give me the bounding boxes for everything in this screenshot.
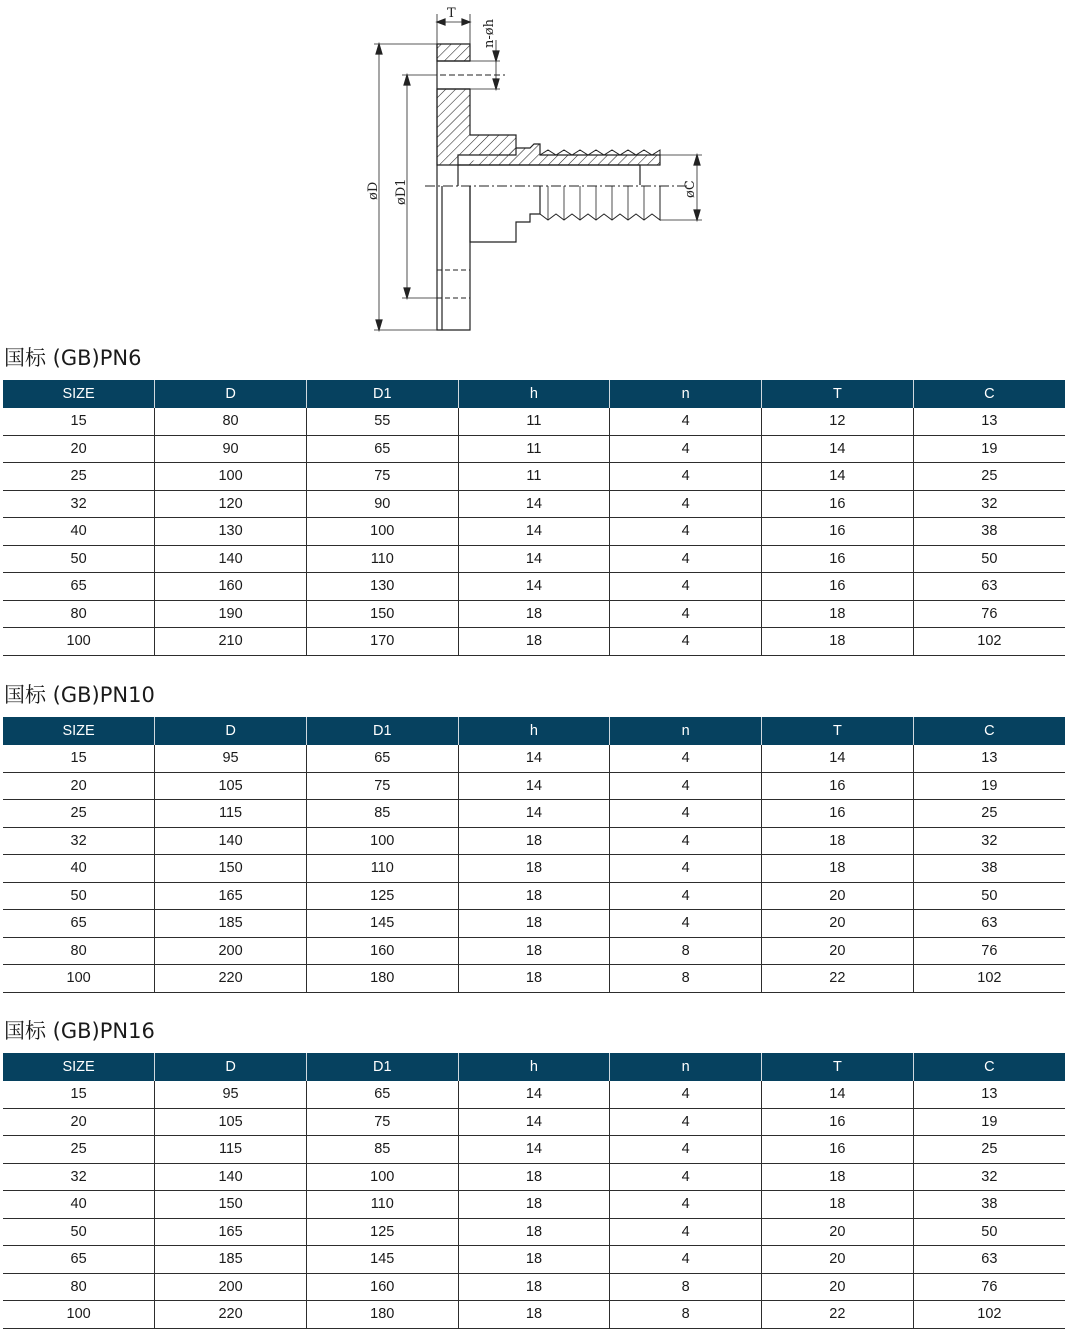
table-cell-h: 11 bbox=[458, 435, 610, 463]
table-cell-t: 18 bbox=[762, 628, 914, 656]
table-cell-d: 105 bbox=[155, 772, 307, 800]
table-cell-size: 32 bbox=[3, 827, 155, 855]
table-cell-d1: 180 bbox=[306, 1301, 458, 1329]
table-cell-d: 185 bbox=[155, 1246, 307, 1274]
table-row bbox=[3, 910, 1065, 938]
table-cell-c: 63 bbox=[913, 1246, 1065, 1274]
table-row bbox=[3, 1163, 1065, 1191]
table-cell-d: 80 bbox=[155, 408, 307, 435]
table-row bbox=[3, 545, 1065, 573]
table-cell-t: 20 bbox=[762, 937, 914, 965]
table-cell-t: 14 bbox=[762, 1081, 914, 1108]
table-cell-h: 14 bbox=[458, 1081, 610, 1108]
table-cell-c: 25 bbox=[913, 1136, 1065, 1164]
table-cell-d1: 170 bbox=[306, 628, 458, 656]
table-cell-n: 8 bbox=[610, 965, 762, 993]
column-header-t: T bbox=[762, 380, 914, 408]
table-cell-c: 63 bbox=[913, 573, 1065, 601]
column-header-n: n bbox=[610, 1053, 762, 1081]
column-header-h: h bbox=[458, 1053, 610, 1081]
table-cell-size: 32 bbox=[3, 490, 155, 518]
table-cell-d: 200 bbox=[155, 1273, 307, 1301]
table-cell-size: 20 bbox=[3, 772, 155, 800]
table-cell-h: 18 bbox=[458, 937, 610, 965]
table-cell-t: 16 bbox=[762, 573, 914, 601]
table-cell-t: 16 bbox=[762, 1136, 914, 1164]
column-header-c: C bbox=[913, 380, 1065, 408]
table-cell-c: 25 bbox=[913, 463, 1065, 491]
table-cell-t: 14 bbox=[762, 435, 914, 463]
dim-label-c: øC bbox=[683, 180, 698, 198]
column-header-c: C bbox=[913, 1053, 1065, 1081]
table-cell-c: 25 bbox=[913, 800, 1065, 828]
table-row bbox=[3, 1218, 1065, 1246]
table-cell-size: 80 bbox=[3, 600, 155, 628]
table-cell-size: 40 bbox=[3, 518, 155, 546]
table-cell-d: 120 bbox=[155, 490, 307, 518]
table-row bbox=[3, 882, 1065, 910]
table-cell-t: 14 bbox=[762, 745, 914, 772]
table-cell-size: 15 bbox=[3, 745, 155, 772]
table-row bbox=[3, 1108, 1065, 1136]
table-cell-c: 63 bbox=[913, 910, 1065, 938]
table-cell-t: 20 bbox=[762, 1218, 914, 1246]
column-header-d: D bbox=[155, 380, 307, 408]
table-cell-c: 102 bbox=[913, 1301, 1065, 1329]
table-cell-d: 90 bbox=[155, 435, 307, 463]
table-cell-d: 100 bbox=[155, 463, 307, 491]
flange-hose-tail-drawing bbox=[360, 0, 720, 336]
table-cell-h: 18 bbox=[458, 910, 610, 938]
table-cell-d1: 125 bbox=[306, 1218, 458, 1246]
spec-table-pn6 bbox=[3, 380, 1065, 656]
table-cell-h: 18 bbox=[458, 1301, 610, 1329]
table-cell-d1: 150 bbox=[306, 600, 458, 628]
table-cell-h: 14 bbox=[458, 1108, 610, 1136]
table-cell-size: 80 bbox=[3, 937, 155, 965]
table-cell-d: 115 bbox=[155, 800, 307, 828]
table-cell-d: 150 bbox=[155, 855, 307, 883]
table-cell-t: 16 bbox=[762, 490, 914, 518]
table-row bbox=[3, 518, 1065, 546]
table-cell-size: 25 bbox=[3, 463, 155, 491]
table-row bbox=[3, 965, 1065, 993]
table-cell-h: 14 bbox=[458, 772, 610, 800]
table-row bbox=[3, 937, 1065, 965]
table-cell-d: 165 bbox=[155, 882, 307, 910]
table-cell-c: 38 bbox=[913, 855, 1065, 883]
table-cell-d1: 85 bbox=[306, 800, 458, 828]
table-cell-c: 19 bbox=[913, 1108, 1065, 1136]
table-cell-size: 50 bbox=[3, 1218, 155, 1246]
column-header-size: SIZE bbox=[3, 1053, 155, 1081]
table-row bbox=[3, 435, 1065, 463]
table-cell-h: 18 bbox=[458, 1163, 610, 1191]
table-cell-h: 18 bbox=[458, 965, 610, 993]
table-cell-t: 16 bbox=[762, 772, 914, 800]
table-row bbox=[3, 490, 1065, 518]
table-row bbox=[3, 463, 1065, 491]
table-cell-d1: 100 bbox=[306, 1163, 458, 1191]
column-header-size: SIZE bbox=[3, 717, 155, 745]
table-cell-n: 4 bbox=[610, 1163, 762, 1191]
table-cell-c: 19 bbox=[913, 772, 1065, 800]
table-row bbox=[3, 1273, 1065, 1301]
table-cell-d1: 75 bbox=[306, 1108, 458, 1136]
table-cell-d1: 75 bbox=[306, 772, 458, 800]
table-cell-d: 190 bbox=[155, 600, 307, 628]
table-header-row bbox=[3, 380, 1065, 408]
table-cell-size: 15 bbox=[3, 408, 155, 435]
table-row bbox=[3, 408, 1065, 435]
table-cell-d: 210 bbox=[155, 628, 307, 656]
table-cell-d: 160 bbox=[155, 573, 307, 601]
table-cell-size: 65 bbox=[3, 1246, 155, 1274]
table-cell-c: 50 bbox=[913, 882, 1065, 910]
table-cell-h: 18 bbox=[458, 1218, 610, 1246]
table-cell-n: 4 bbox=[610, 745, 762, 772]
table-cell-size: 100 bbox=[3, 965, 155, 993]
table-cell-c: 38 bbox=[913, 1191, 1065, 1219]
table-cell-size: 25 bbox=[3, 800, 155, 828]
table-cell-size: 40 bbox=[3, 855, 155, 883]
table-cell-d1: 90 bbox=[306, 490, 458, 518]
table-cell-h: 18 bbox=[458, 1191, 610, 1219]
table-cell-size: 20 bbox=[3, 435, 155, 463]
table-cell-size: 50 bbox=[3, 545, 155, 573]
table-cell-n: 8 bbox=[610, 937, 762, 965]
table-cell-t: 18 bbox=[762, 855, 914, 883]
table-cell-t: 18 bbox=[762, 827, 914, 855]
table-row bbox=[3, 855, 1065, 883]
table-cell-d: 165 bbox=[155, 1218, 307, 1246]
column-header-d1: D1 bbox=[306, 380, 458, 408]
table-cell-d: 95 bbox=[155, 1081, 307, 1108]
table-cell-size: 15 bbox=[3, 1081, 155, 1108]
table-cell-d: 130 bbox=[155, 518, 307, 546]
table-cell-t: 12 bbox=[762, 408, 914, 435]
table-cell-c: 13 bbox=[913, 1081, 1065, 1108]
table-header-row bbox=[3, 717, 1065, 745]
table-cell-d1: 160 bbox=[306, 1273, 458, 1301]
table-cell-size: 65 bbox=[3, 573, 155, 601]
table-cell-size: 65 bbox=[3, 910, 155, 938]
table-cell-n: 4 bbox=[610, 882, 762, 910]
table-cell-c: 32 bbox=[913, 1163, 1065, 1191]
table-cell-n: 4 bbox=[610, 435, 762, 463]
table-cell-d1: 100 bbox=[306, 518, 458, 546]
table-cell-size: 80 bbox=[3, 1273, 155, 1301]
table-cell-size: 50 bbox=[3, 882, 155, 910]
table-cell-t: 16 bbox=[762, 518, 914, 546]
table-cell-h: 18 bbox=[458, 882, 610, 910]
table-cell-d: 140 bbox=[155, 827, 307, 855]
column-header-c: C bbox=[913, 717, 1065, 745]
table-cell-h: 14 bbox=[458, 1136, 610, 1164]
table-row bbox=[3, 1081, 1065, 1108]
table-cell-h: 18 bbox=[458, 1273, 610, 1301]
table-cell-c: 76 bbox=[913, 937, 1065, 965]
table-cell-d1: 145 bbox=[306, 1246, 458, 1274]
column-header-n: n bbox=[610, 717, 762, 745]
table-row bbox=[3, 772, 1065, 800]
table-cell-n: 4 bbox=[610, 1081, 762, 1108]
table-cell-d1: 180 bbox=[306, 965, 458, 993]
table-row bbox=[3, 600, 1065, 628]
table-cell-size: 100 bbox=[3, 628, 155, 656]
spec-table-pn16 bbox=[3, 1053, 1065, 1329]
table-cell-d: 220 bbox=[155, 965, 307, 993]
table-cell-h: 14 bbox=[458, 518, 610, 546]
column-header-d1: D1 bbox=[306, 717, 458, 745]
table-cell-h: 18 bbox=[458, 600, 610, 628]
table-cell-n: 4 bbox=[610, 1218, 762, 1246]
dim-label-nh: n-øh bbox=[482, 19, 497, 48]
table-cell-c: 32 bbox=[913, 827, 1065, 855]
column-header-size: SIZE bbox=[3, 380, 155, 408]
dim-label-d: øD bbox=[366, 181, 381, 200]
table-cell-h: 14 bbox=[458, 545, 610, 573]
table-cell-n: 4 bbox=[610, 800, 762, 828]
table-row bbox=[3, 1191, 1065, 1219]
table-cell-h: 18 bbox=[458, 1246, 610, 1274]
table-cell-n: 4 bbox=[610, 1246, 762, 1274]
table-row bbox=[3, 628, 1065, 656]
table-row bbox=[3, 1136, 1065, 1164]
table-cell-c: 76 bbox=[913, 600, 1065, 628]
table-cell-d1: 110 bbox=[306, 545, 458, 573]
table-cell-size: 100 bbox=[3, 1301, 155, 1329]
table-cell-d1: 145 bbox=[306, 910, 458, 938]
table-cell-t: 18 bbox=[762, 600, 914, 628]
table-cell-c: 38 bbox=[913, 518, 1065, 546]
table-cell-size: 25 bbox=[3, 1136, 155, 1164]
table-cell-d1: 75 bbox=[306, 463, 458, 491]
table-cell-d1: 55 bbox=[306, 408, 458, 435]
spec-table-pn10 bbox=[3, 717, 1065, 993]
table-cell-h: 11 bbox=[458, 408, 610, 435]
table-cell-d: 150 bbox=[155, 1191, 307, 1219]
table-cell-d1: 65 bbox=[306, 1081, 458, 1108]
table-row bbox=[3, 745, 1065, 772]
dim-label-d1: øD1 bbox=[394, 178, 409, 205]
table-cell-d1: 160 bbox=[306, 937, 458, 965]
table-cell-t: 16 bbox=[762, 545, 914, 573]
table-cell-t: 16 bbox=[762, 800, 914, 828]
table-cell-c: 102 bbox=[913, 965, 1065, 993]
table-cell-c: 102 bbox=[913, 628, 1065, 656]
table-cell-n: 4 bbox=[610, 463, 762, 491]
table-cell-size: 20 bbox=[3, 1108, 155, 1136]
table-cell-h: 14 bbox=[458, 573, 610, 601]
table-cell-h: 18 bbox=[458, 855, 610, 883]
table-cell-d: 140 bbox=[155, 1163, 307, 1191]
table-cell-d: 105 bbox=[155, 1108, 307, 1136]
column-header-n: n bbox=[610, 380, 762, 408]
table-cell-n: 4 bbox=[610, 772, 762, 800]
table-row bbox=[3, 1301, 1065, 1329]
table-cell-d1: 130 bbox=[306, 573, 458, 601]
table-cell-n: 4 bbox=[610, 490, 762, 518]
table-cell-t: 20 bbox=[762, 1246, 914, 1274]
table-cell-d1: 85 bbox=[306, 1136, 458, 1164]
table-cell-h: 18 bbox=[458, 628, 610, 656]
table-cell-d1: 110 bbox=[306, 855, 458, 883]
table-cell-n: 4 bbox=[610, 518, 762, 546]
table-cell-t: 20 bbox=[762, 1273, 914, 1301]
dim-label-t: T bbox=[447, 6, 456, 21]
table-cell-h: 14 bbox=[458, 745, 610, 772]
table-cell-t: 14 bbox=[762, 463, 914, 491]
table-cell-c: 13 bbox=[913, 408, 1065, 435]
table-cell-n: 8 bbox=[610, 1301, 762, 1329]
column-header-d: D bbox=[155, 1053, 307, 1081]
table-row bbox=[3, 573, 1065, 601]
table-cell-t: 16 bbox=[762, 1108, 914, 1136]
table-cell-c: 32 bbox=[913, 490, 1065, 518]
table-cell-t: 18 bbox=[762, 1163, 914, 1191]
table-header-row bbox=[3, 1053, 1065, 1081]
table-cell-size: 32 bbox=[3, 1163, 155, 1191]
table-cell-d1: 100 bbox=[306, 827, 458, 855]
column-header-t: T bbox=[762, 717, 914, 745]
section-title-pn10: 国标 (GB)PN10 bbox=[4, 683, 155, 707]
table-cell-n: 4 bbox=[610, 855, 762, 883]
column-header-d: D bbox=[155, 717, 307, 745]
column-header-h: h bbox=[458, 717, 610, 745]
section-title-pn6: 国标 (GB)PN6 bbox=[4, 346, 142, 370]
table-cell-d: 200 bbox=[155, 937, 307, 965]
table-cell-n: 4 bbox=[610, 573, 762, 601]
table-cell-d: 220 bbox=[155, 1301, 307, 1329]
table-cell-d: 185 bbox=[155, 910, 307, 938]
table-cell-h: 11 bbox=[458, 463, 610, 491]
table-cell-d1: 110 bbox=[306, 1191, 458, 1219]
table-cell-n: 4 bbox=[610, 827, 762, 855]
column-header-h: h bbox=[458, 380, 610, 408]
section-title-pn16: 国标 (GB)PN16 bbox=[4, 1019, 155, 1043]
table-cell-t: 20 bbox=[762, 910, 914, 938]
table-cell-n: 4 bbox=[610, 1136, 762, 1164]
column-header-t: T bbox=[762, 1053, 914, 1081]
table-cell-c: 76 bbox=[913, 1273, 1065, 1301]
table-cell-n: 4 bbox=[610, 1191, 762, 1219]
table-cell-n: 4 bbox=[610, 408, 762, 435]
table-cell-d: 115 bbox=[155, 1136, 307, 1164]
table-cell-t: 22 bbox=[762, 1301, 914, 1329]
table-cell-c: 13 bbox=[913, 745, 1065, 772]
table-cell-d1: 65 bbox=[306, 435, 458, 463]
table-cell-n: 8 bbox=[610, 1273, 762, 1301]
table-cell-h: 18 bbox=[458, 827, 610, 855]
table-cell-n: 4 bbox=[610, 545, 762, 573]
table-cell-t: 22 bbox=[762, 965, 914, 993]
table-cell-t: 20 bbox=[762, 882, 914, 910]
table-cell-n: 4 bbox=[610, 628, 762, 656]
table-cell-d1: 125 bbox=[306, 882, 458, 910]
table-cell-n: 4 bbox=[610, 1108, 762, 1136]
table-cell-d: 95 bbox=[155, 745, 307, 772]
table-row bbox=[3, 1246, 1065, 1274]
table-row bbox=[3, 827, 1065, 855]
table-cell-c: 19 bbox=[913, 435, 1065, 463]
table-cell-c: 50 bbox=[913, 1218, 1065, 1246]
table-cell-d: 140 bbox=[155, 545, 307, 573]
table-cell-t: 18 bbox=[762, 1191, 914, 1219]
table-cell-h: 14 bbox=[458, 490, 610, 518]
table-cell-n: 4 bbox=[610, 600, 762, 628]
table-cell-size: 40 bbox=[3, 1191, 155, 1219]
table-cell-n: 4 bbox=[610, 910, 762, 938]
table-cell-h: 14 bbox=[458, 800, 610, 828]
table-cell-d1: 65 bbox=[306, 745, 458, 772]
table-cell-c: 50 bbox=[913, 545, 1065, 573]
table-row bbox=[3, 800, 1065, 828]
column-header-d1: D1 bbox=[306, 1053, 458, 1081]
